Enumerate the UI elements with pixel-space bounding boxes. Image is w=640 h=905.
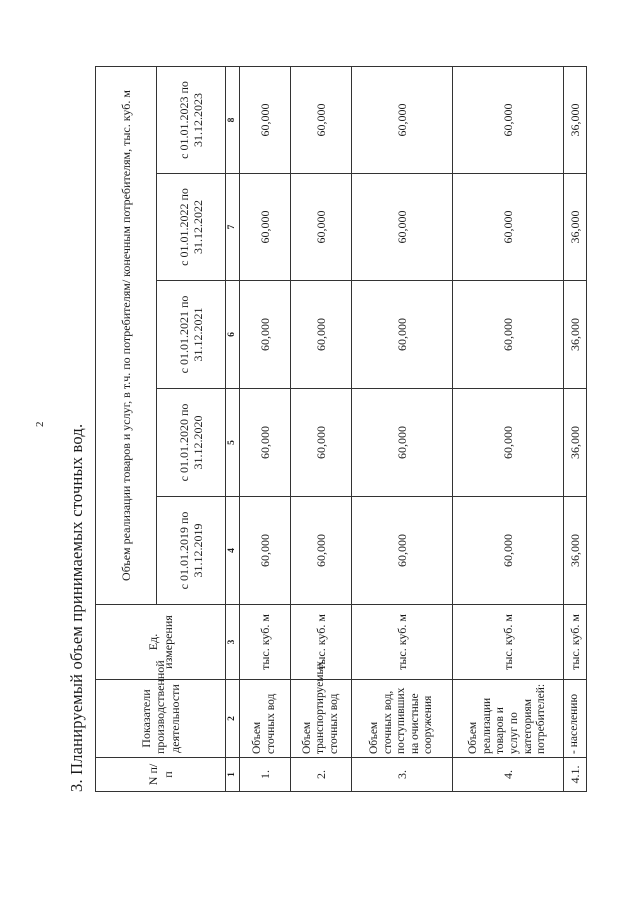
rotated-page-content	[67, 67, 595, 792]
row-value: 60,000	[453, 281, 564, 389]
row-unit: тыс. куб. м	[564, 605, 587, 680]
row-value: 60,000	[453, 174, 564, 281]
table-row	[291, 66, 352, 791]
table-row	[240, 66, 291, 791]
row-value: 60,000	[352, 174, 453, 281]
row-indicator: Объем сточных вод, поступивших на очистные сооружения	[352, 680, 453, 758]
column-number: 1	[226, 758, 240, 792]
row-value: 60,000	[291, 281, 352, 389]
row-value: 60,000	[240, 497, 291, 605]
row-number: 2.	[291, 758, 352, 792]
row-value: 36,000	[564, 281, 587, 389]
wastewater-volume-table	[95, 66, 587, 792]
header-unit: Ед. измерения	[96, 605, 226, 680]
row-value: 60,000	[291, 389, 352, 497]
row-value: 60,000	[352, 389, 453, 497]
row-unit: тыс. куб. м	[453, 605, 564, 680]
header-indicator: Показатели производственной деятельности	[96, 680, 226, 758]
row-number: 3.	[352, 758, 453, 792]
row-value: 60,000	[291, 174, 352, 281]
header-period: с 01.01.2022 по 31.12.2022	[157, 174, 226, 281]
header-period: с 01.01.2021 по 31.12.2021	[157, 281, 226, 389]
column-number-row	[226, 66, 240, 791]
column-number: 5	[226, 389, 240, 497]
section-title: 3. Планируемый объем принимаемых сточных вод.	[67, 423, 86, 792]
row-value: 60,000	[240, 281, 291, 389]
row-value: 60,000	[453, 66, 564, 173]
header-row-1	[96, 66, 157, 791]
row-unit: тыс. куб. м	[291, 605, 352, 680]
header-period: с 01.01.2019 по 31.12.2019	[157, 497, 226, 605]
row-value: 60,000	[453, 389, 564, 497]
row-value: 60,000	[291, 497, 352, 605]
row-value: 36,000	[564, 389, 587, 497]
row-value: 60,000	[352, 497, 453, 605]
header-volume: Объем реализации товаров и услуг, в т.ч. по потребителям/ конечным потребителям, тыс. куб. м	[96, 66, 157, 604]
row-unit: тыс. куб. м	[352, 605, 453, 680]
row-number: 1.	[240, 758, 291, 792]
column-number: 3	[226, 605, 240, 680]
table-row	[453, 66, 564, 791]
row-value: 60,000	[240, 389, 291, 497]
row-unit: тыс. куб. м	[240, 605, 291, 680]
row-number: 4.	[453, 758, 564, 792]
row-number: 4.1.	[564, 758, 587, 792]
table-row	[564, 66, 587, 791]
page-number: 2	[34, 421, 46, 427]
column-number: 7	[226, 174, 240, 281]
row-value: 36,000	[564, 497, 587, 605]
column-number: 8	[226, 66, 240, 173]
column-number: 2	[226, 680, 240, 758]
row-indicator: Объем сточных вод	[240, 680, 291, 758]
column-number: 6	[226, 281, 240, 389]
row-value: 60,000	[453, 497, 564, 605]
header-period: с 01.01.2020 по 31.12.2020	[157, 389, 226, 497]
row-value: 60,000	[291, 66, 352, 173]
row-value: 60,000	[240, 66, 291, 173]
row-value: 36,000	[564, 66, 587, 173]
header-period: с 01.01.2023 по 31.12.2023	[157, 66, 226, 173]
row-indicator: - населению	[564, 680, 587, 758]
table-row	[352, 66, 453, 791]
row-value: 60,000	[352, 281, 453, 389]
row-value: 60,000	[352, 66, 453, 173]
row-indicator: Объем реализации товаров и услуг по категориям потребителей:	[453, 680, 564, 758]
column-number: 4	[226, 497, 240, 605]
row-value: 36,000	[564, 174, 587, 281]
row-value: 60,000	[240, 174, 291, 281]
header-num: N п/п	[96, 758, 226, 792]
row-indicator: Объем транспортируемых сточных вод	[291, 680, 352, 758]
